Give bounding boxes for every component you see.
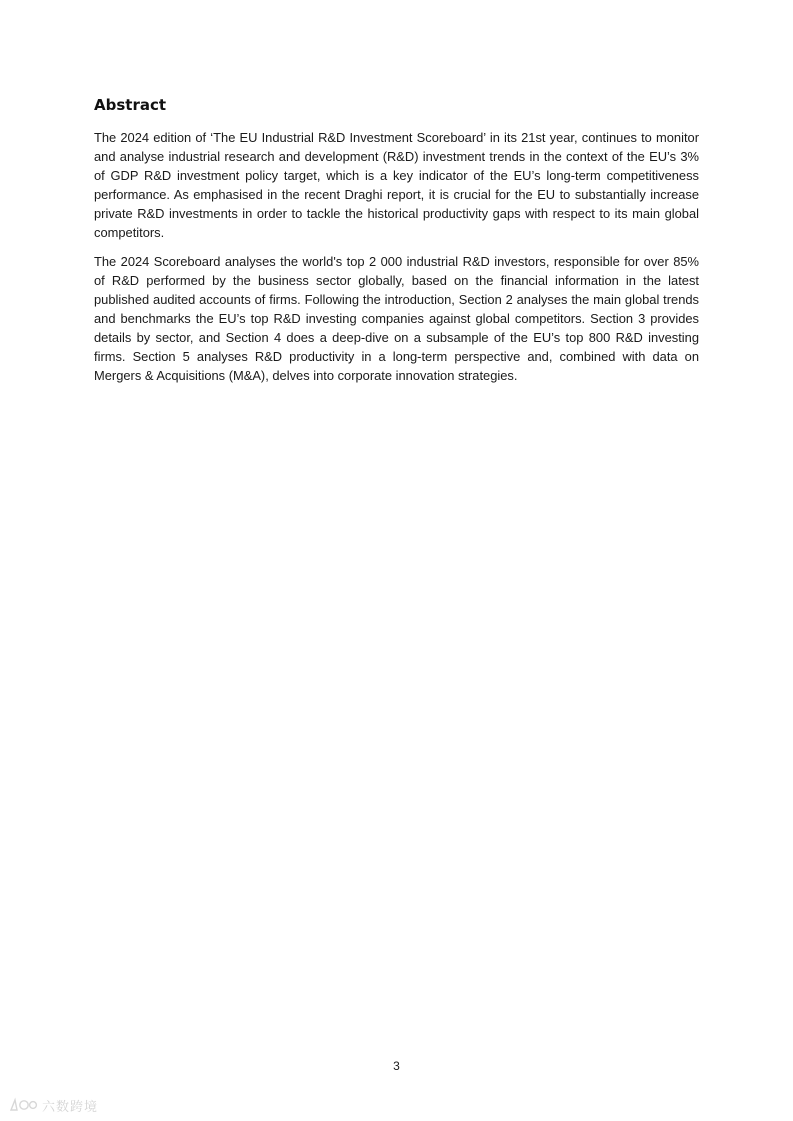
- abstract-section: [94, 94, 699, 395]
- abstract-paragraph-2: The 2024 Scoreboard analyses the world's top 2 000 industrial R&D investors, responsible for over 85% of R&D performed by the business sector globally, based on the financial information in the latest published audited accounts of firms. Following the introduction, Section 2 analyses the main global trends and benchmarks the EU’s top R&D investing companies against global competitors. Section 3 provides details by sector, and Section 4 does a deep-dive on a subsample of the EU’s top 800 R&D investing firms. Section 5 analyses R&D productivity in a long-term perspective and, combined with data on Mergers & Acquisitions (M&A), delves into corporate innovation strategies.: [94, 254, 699, 383]
- page-number: 3: [393, 1059, 400, 1073]
- abstract-heading: Abstract: [94, 96, 167, 114]
- watermark-logo-icon: [8, 1096, 38, 1114]
- watermark: [8, 1094, 98, 1116]
- watermark-text: 六数跨境: [42, 1099, 99, 1115]
- abstract-paragraph-1: The 2024 edition of ‘The EU Industrial R&D Investment Scoreboard’ in its 21st year, continues to monitor and analyse industrial research and development (R&D) investment trends in the context of the EU’s 3% of GDP R&D investment policy target, which is a key indicator of the EU’s long-term competitiveness performance. As emphasised in the recent Draghi report, it is crucial for the EU to substantially increase private R&D investments in order to tackle the historical productivity gaps with respect to its main global competitors.: [94, 130, 699, 240]
